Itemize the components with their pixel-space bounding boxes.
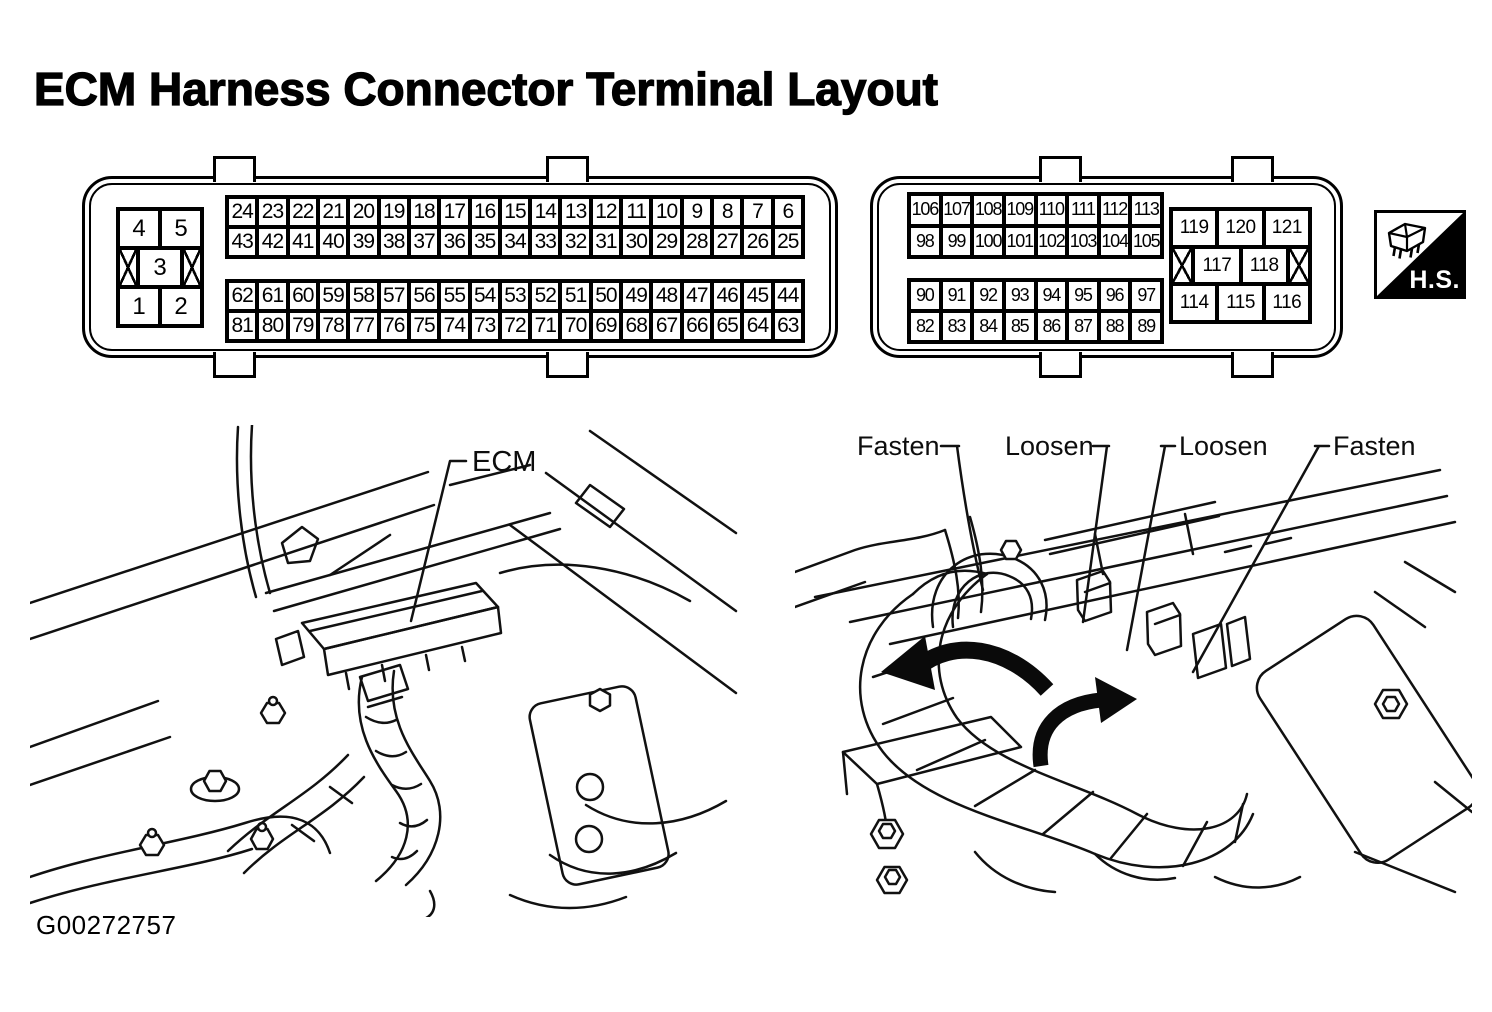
- terminal-40: 40: [318, 227, 348, 257]
- terminal-52: 52: [530, 281, 560, 311]
- terminal-88: 88: [1099, 311, 1131, 342]
- side-bracket-drawing: [1249, 608, 1472, 892]
- terminal-47: 47: [682, 281, 712, 311]
- terminal-119: 119: [1171, 209, 1217, 247]
- terminal-1: 1: [118, 287, 160, 326]
- terminal-54: 54: [470, 281, 500, 311]
- terminal-row: [227, 197, 803, 227]
- terminal-48: 48: [651, 281, 681, 311]
- terminal-68: 68: [621, 311, 651, 341]
- connector-right-corner-block: [1169, 207, 1312, 324]
- fasten-label-1: Fasten: [857, 431, 940, 461]
- terminal-92: 92: [972, 280, 1004, 311]
- terminal-14: 14: [530, 197, 560, 227]
- connector-left-lower-grid: [225, 279, 805, 343]
- terminal-104: 104: [1099, 226, 1131, 258]
- arrow-head-right: [1095, 677, 1137, 723]
- connector-right-tab-bottom-1: [1039, 352, 1082, 378]
- terminal-11: 11: [621, 197, 651, 227]
- terminal-73: 73: [470, 311, 500, 341]
- terminal-43: 43: [227, 227, 257, 257]
- terminal-67: 67: [651, 311, 681, 341]
- terminal-114: 114: [1171, 284, 1217, 322]
- terminal-106: 106: [909, 194, 941, 226]
- ecm-label: ECM: [472, 446, 537, 478]
- mount-bracket-drawing: [527, 684, 671, 887]
- engine-bay-frame-lines: [30, 425, 736, 903]
- terminal-5: 5: [160, 209, 202, 248]
- connector-glyph-icon: [1381, 217, 1431, 263]
- rotation-arrows: [881, 636, 1137, 766]
- terminal-41: 41: [288, 227, 318, 257]
- terminal-25: 25: [773, 227, 803, 257]
- terminal-51: 51: [560, 281, 590, 311]
- terminal-74: 74: [439, 311, 469, 341]
- terminal-22: 22: [288, 197, 318, 227]
- terminal-2: 2: [160, 287, 202, 326]
- terminal-17: 17: [439, 197, 469, 227]
- terminal-57: 57: [379, 281, 409, 311]
- terminal-8: 8: [712, 197, 742, 227]
- terminal-blocked: [182, 248, 202, 287]
- terminal-9: 9: [682, 197, 712, 227]
- terminal-49: 49: [621, 281, 651, 311]
- connector-right-tab-top-2: [1231, 156, 1274, 182]
- terminal-96: 96: [1099, 280, 1131, 311]
- terminal-103: 103: [1067, 226, 1099, 258]
- loosen-label-1: Loosen: [1005, 431, 1094, 461]
- terminal-53: 53: [500, 281, 530, 311]
- terminal-76: 76: [379, 311, 409, 341]
- terminal-23: 23: [257, 197, 287, 227]
- terminal-120: 120: [1217, 209, 1263, 247]
- terminal-12: 12: [591, 197, 621, 227]
- terminal-98: 98: [909, 226, 941, 258]
- terminal-79: 79: [288, 311, 318, 341]
- wiring-harness-drawing: [228, 671, 726, 917]
- terminal-35: 35: [470, 227, 500, 257]
- terminal-86: 86: [1036, 311, 1068, 342]
- terminal-75: 75: [409, 311, 439, 341]
- terminal-115: 115: [1217, 284, 1263, 322]
- terminal-105: 105: [1130, 226, 1162, 258]
- figure-code: G00272757: [36, 910, 177, 940]
- page-title: ECM Harness Connector Terminal Layout: [34, 63, 938, 115]
- terminal-row: [118, 209, 202, 248]
- terminal-113: 113: [1130, 194, 1162, 226]
- terminal-row: [1171, 284, 1310, 322]
- connector-left-tab-bottom-2: [546, 352, 589, 378]
- terminal-77: 77: [348, 311, 378, 341]
- terminal-121: 121: [1264, 209, 1310, 247]
- connector-left: [82, 176, 838, 358]
- terminal-72: 72: [500, 311, 530, 341]
- terminal-91: 91: [941, 280, 973, 311]
- terminal-row: [1171, 247, 1310, 285]
- terminal-45: 45: [742, 281, 772, 311]
- fasten-label-2: Fasten: [1333, 431, 1416, 461]
- terminal-33: 33: [530, 227, 560, 257]
- terminal-row: [227, 281, 803, 311]
- terminal-row: [118, 248, 202, 287]
- terminal-63: 63: [773, 311, 803, 341]
- terminal-7: 7: [742, 197, 772, 227]
- hs-badge-label: H.S.: [1409, 266, 1460, 294]
- terminal-42: 42: [257, 227, 287, 257]
- connector-right-lower-grid: [907, 278, 1164, 344]
- terminal-111: 111: [1067, 194, 1099, 226]
- terminal-60: 60: [288, 281, 318, 311]
- connector-left-upper-grid: [225, 195, 805, 259]
- illustration-fasten-loosen: [795, 422, 1472, 912]
- terminal-108: 108: [972, 194, 1004, 226]
- terminal-row: [909, 280, 1162, 311]
- terminal-94: 94: [1036, 280, 1068, 311]
- terminal-row: [227, 311, 803, 341]
- terminal-blocked: [118, 248, 138, 287]
- terminal-99: 99: [941, 226, 973, 258]
- terminal-61: 61: [257, 281, 287, 311]
- terminal-97: 97: [1130, 280, 1162, 311]
- terminal-55: 55: [439, 281, 469, 311]
- terminal-24: 24: [227, 197, 257, 227]
- terminal-101: 101: [1004, 226, 1036, 258]
- terminal-71: 71: [530, 311, 560, 341]
- terminal-81: 81: [227, 311, 257, 341]
- terminal-46: 46: [712, 281, 742, 311]
- terminal-110: 110: [1036, 194, 1068, 226]
- terminal-64: 64: [742, 311, 772, 341]
- terminal-95: 95: [1067, 280, 1099, 311]
- illustration-ecm-location: [30, 425, 740, 917]
- terminal-18: 18: [409, 197, 439, 227]
- terminal-row: [1171, 209, 1310, 247]
- terminal-26: 26: [742, 227, 772, 257]
- terminal-109: 109: [1004, 194, 1036, 226]
- connector-right-upper-grid: [907, 192, 1164, 259]
- terminal-93: 93: [1004, 280, 1036, 311]
- terminal-59: 59: [318, 281, 348, 311]
- connector-left-tab-top-2: [546, 156, 589, 182]
- terminal-row: [909, 194, 1162, 226]
- lower-bracket-drawing: [843, 717, 1021, 893]
- terminal-85: 85: [1004, 311, 1036, 342]
- terminal-82: 82: [909, 311, 941, 342]
- terminal-row: [118, 287, 202, 326]
- terminal-36: 36: [439, 227, 469, 257]
- terminal-30: 30: [621, 227, 651, 257]
- connector-left-tab-bottom-1: [213, 352, 256, 378]
- terminal-21: 21: [318, 197, 348, 227]
- terminal-58: 58: [348, 281, 378, 311]
- terminal-107: 107: [941, 194, 973, 226]
- terminal-19: 19: [379, 197, 409, 227]
- terminal-6: 6: [773, 197, 803, 227]
- terminal-100: 100: [972, 226, 1004, 258]
- terminal-89: 89: [1130, 311, 1162, 342]
- terminal-44: 44: [773, 281, 803, 311]
- connector-right: [870, 176, 1343, 358]
- terminal-row: [909, 311, 1162, 342]
- terminal-20: 20: [348, 197, 378, 227]
- terminal-56: 56: [409, 281, 439, 311]
- terminal-34: 34: [500, 227, 530, 257]
- terminal-90: 90: [909, 280, 941, 311]
- terminal-66: 66: [682, 311, 712, 341]
- terminal-3: 3: [138, 248, 182, 287]
- terminal-16: 16: [470, 197, 500, 227]
- terminal-78: 78: [318, 311, 348, 341]
- terminal-87: 87: [1067, 311, 1099, 342]
- connector-left-corner-block: [116, 207, 204, 328]
- terminal-65: 65: [712, 311, 742, 341]
- terminal-83: 83: [941, 311, 973, 342]
- terminal-102: 102: [1036, 226, 1068, 258]
- terminal-31: 31: [591, 227, 621, 257]
- connector-right-tab-bottom-2: [1231, 352, 1274, 378]
- terminal-70: 70: [560, 311, 590, 341]
- terminal-blocked: [1171, 247, 1193, 285]
- connector-left-tab-top-1: [213, 156, 256, 182]
- terminal-row: [909, 226, 1162, 258]
- terminal-69: 69: [591, 311, 621, 341]
- terminal-118: 118: [1241, 247, 1288, 285]
- terminal-84: 84: [972, 311, 1004, 342]
- connector-right-tab-top-1: [1039, 156, 1082, 182]
- terminal-blocked: [1288, 247, 1310, 285]
- hs-badge: [1374, 210, 1466, 299]
- terminal-32: 32: [560, 227, 590, 257]
- terminal-80: 80: [257, 311, 287, 341]
- terminal-116: 116: [1264, 284, 1310, 322]
- terminal-10: 10: [651, 197, 681, 227]
- terminal-50: 50: [591, 281, 621, 311]
- terminal-112: 112: [1099, 194, 1131, 226]
- loosen-label-2: Loosen: [1179, 431, 1268, 461]
- cowl-frame-lines: [795, 470, 1455, 644]
- terminal-28: 28: [682, 227, 712, 257]
- terminal-13: 13: [560, 197, 590, 227]
- terminal-39: 39: [348, 227, 378, 257]
- terminal-62: 62: [227, 281, 257, 311]
- terminal-15: 15: [500, 197, 530, 227]
- terminal-37: 37: [409, 227, 439, 257]
- terminal-row: [227, 227, 803, 257]
- terminal-38: 38: [379, 227, 409, 257]
- terminal-27: 27: [712, 227, 742, 257]
- terminal-29: 29: [651, 227, 681, 257]
- terminal-4: 4: [118, 209, 160, 248]
- terminal-117: 117: [1193, 247, 1240, 285]
